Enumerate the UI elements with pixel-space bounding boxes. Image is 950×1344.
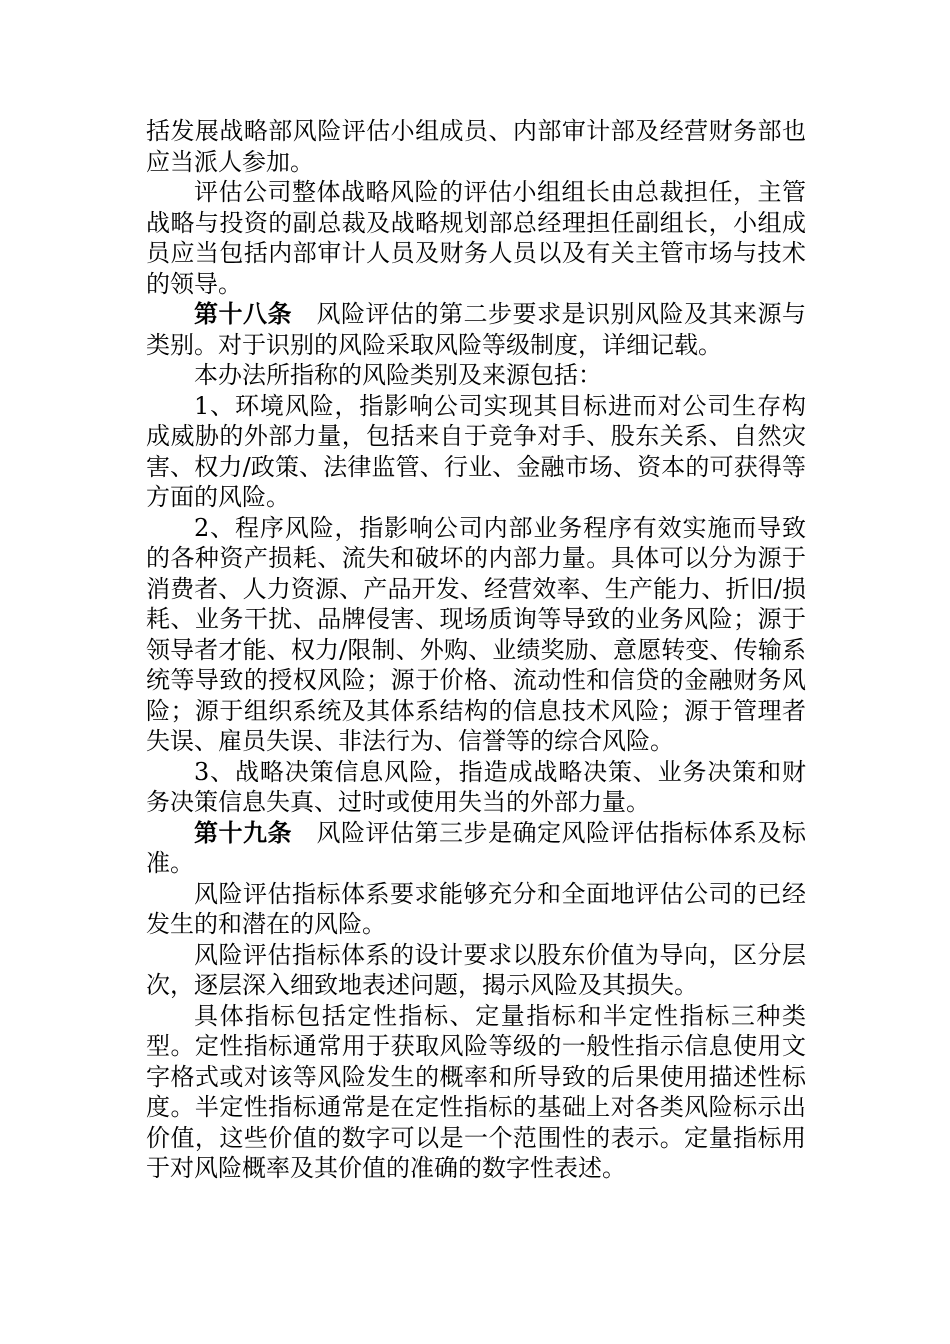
article-18-label: 第十八条 bbox=[194, 299, 292, 328]
document-page bbox=[146, 116, 806, 1184]
article-18-text: 风险评估的第二步要求是识别风险及其来源与类别。对于识别的风险采取风险等级制度，详细记载。 bbox=[146, 300, 806, 359]
article-19 bbox=[146, 818, 806, 879]
list-item-procedure-risk: 2、程序风险，指影响公司内部业务程序有效实施而导致的各种资产损耗、流失和破坏的内部力量。具体可以分为源于消费者、人力资源、产品开发、经营效率、生产能力、折旧/损耗、业务干扰、品牌侵害、现场质询等导致的业务风险；源于领导者才能、权力/限制、外购、业绩奖励、意愿转变、传输系统等导致的授权风险；源于价格、流动性和信贷的金融财务风险；源于组织系统及其体系结构的信息技术风险；源于管理者失误、雇员失误、非法行为、信誉等的综合风险。 bbox=[146, 513, 806, 755]
paragraph-continuation: 括发展战略部风险评估小组成员、内部审计部及经营财务部也应当派人参加。 bbox=[146, 117, 806, 176]
article-19-label: 第十九条 bbox=[194, 817, 292, 847]
list-item-strategic-info-risk: 3、战略决策信息风险，指造成战略决策、业务决策和财务决策信息失真、过时或使用失当的外部力量。 bbox=[146, 757, 806, 816]
list-item-environment-risk: 1、环境风险，指影响公司实现其目标进而对公司生存构成威胁的外部力量，包括来自于竞争对手、股东关系、自然灾害、权力/政策、法律监管、行业、金融市场、资本的可获得等方面的风险。 bbox=[146, 391, 806, 511]
paragraph-index-design: 风险评估指标体系的设计要求以股东价值为导向，区分层次，逐层深入细致地表述问题，揭示风险及其损失。 bbox=[146, 940, 806, 999]
paragraph-index-system: 风险评估指标体系要求能够充分和全面地评估公司的已经发生的和潜在的风险。 bbox=[146, 879, 806, 938]
article-19-text: 风险评估第三步是确定风险评估指标体系及标准。 bbox=[146, 818, 806, 877]
article-18 bbox=[146, 299, 806, 360]
paragraph-index-types: 具体指标包括定性指标、定量指标和半定性指标三种类型。定性指标通常用于获取风险等级的一般性指示信息使用文字格式或对该等风险发生的概率和所导致的后果使用描述性标度。半定性指标通常是在定性指标的基础上对各类风险标示出价值，这些价值的数字可以是一个范围性的表示。定量指标用于对风险概率及其价值的准确的数字性表述。 bbox=[146, 1001, 806, 1182]
paragraph-assessment-team: 评估公司整体战略风险的评估小组组长由总裁担任，主管战略与投资的副总裁及战略规划部总经理担任副组长，小组成员应当包括内部审计人员及财务人员以及有关主管市场与技术的领导。 bbox=[146, 178, 806, 298]
paragraph-risk-categories-intro: 本办法所指称的风险类别及来源包括： bbox=[194, 361, 602, 389]
